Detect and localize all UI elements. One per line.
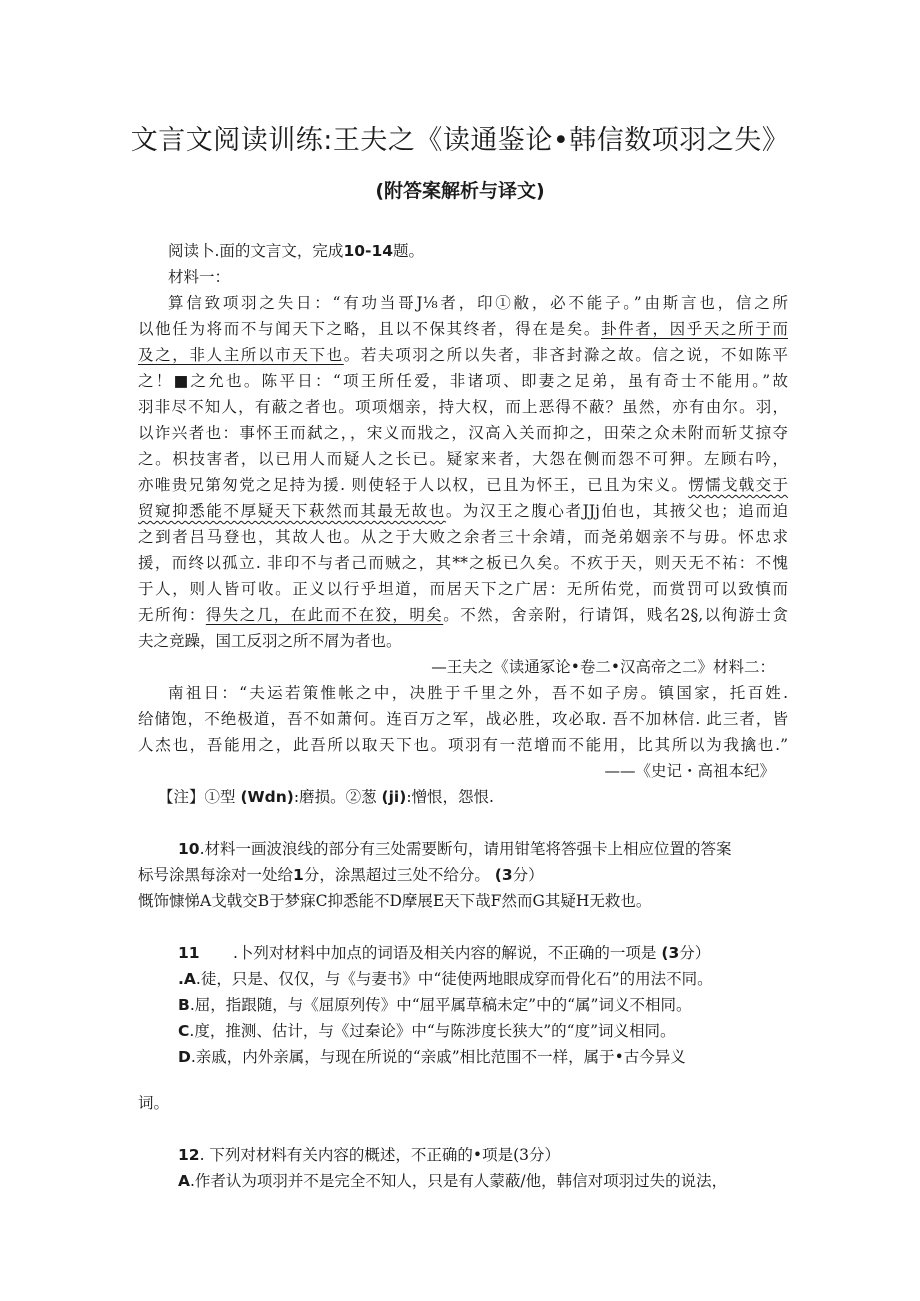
wavy-underlined-phrase: 贸窥抑悉能不厚疑天下萩然而其最无故也 xyxy=(138,502,446,520)
passage2-line: 人杰也，吾能用之，此吾所以取天下也。项羽有一范增而不能用，比其所以为我擒也.” xyxy=(138,736,788,754)
passage1-line: 以他任为将而不与闻天下之略，且以不保其终者，得在是矣。卦件者，因乎天之所于而 xyxy=(138,320,788,338)
q12-option-a: A.作者认为项羽并不是完全不知人，只是有人蒙蔽/他，韩信对项羽过失的说法， xyxy=(178,1172,728,1190)
passage1-line: 算信致项羽之失日：“有功当哥J⅛者，印①敝，必不能子。”由斯言也，信之所 xyxy=(168,294,788,312)
passage1-line: 羽非尽不知人，有蔽之者也。项项烟亲，持大权，而上恶得不蔽？虽然，亦有由尔。羽， xyxy=(138,398,788,416)
passage1-line: 亦唯贵兄第匆党之足持为援. 则使轻于人以权，已且为怀王，已且为宋义。愣懦戈戟交于 xyxy=(138,476,788,494)
underlined-phrase: 卦件者，因乎天之所于而 xyxy=(601,320,788,338)
source-citation-2: ——《史记・高祖本纪》 xyxy=(604,762,775,780)
underlined-phrase: 得失之几，在此而不在狡，明矣 xyxy=(205,606,444,624)
question-11: 11 .卜列对材料中加点的词语及相关内容的解说，不正确的一项是 (3分） xyxy=(178,944,711,962)
option-d-tail: 词。 xyxy=(138,1094,170,1112)
passage1-line: 夫之竞躁，国工反羽之所不屑为者也。 xyxy=(138,632,402,650)
option-b: B.屈，指跟随，与《屈原列传》中“屈平属草稿未定”中的“属”词义不相同。 xyxy=(178,996,692,1014)
option-d: D.亲戚，内外亲属，与现在所说的“亲戚”相比范围不一样，属于•古今异义 xyxy=(178,1048,686,1066)
underlined-phrase: 及之，非人主所以市天下也 xyxy=(138,346,344,364)
material1-label: 材料一： xyxy=(168,268,231,286)
passage1-line: 之。枳技害者，以已用人而疑人之长已。疑家来者，大怨在侧而怨不可狎。左顾右吟， xyxy=(138,450,788,468)
question-number: 10 xyxy=(178,840,200,858)
passage1-line: 之！■之允也。陈平日：“项王所任爱，非诸项、即妻之足弟，虽有奇士不能用。”故 xyxy=(138,372,788,390)
question-number: 12 xyxy=(178,1146,200,1164)
passage1-line: 以诈兴者也：事怀王而弑之，，宋义而戕之，汉高入关而抑之，田荣之众未附而斩艾掠夺 xyxy=(138,424,788,442)
page-title: 文言文阅读训练:王夫之《读通鉴论•韩信数项羽之失》 xyxy=(130,125,790,156)
source-citation-1: —王夫之《读通冢论•卷二•汉高帝之二》材料二： xyxy=(431,658,775,676)
question-number: 11 xyxy=(178,944,200,962)
passage2-line: 南祖日：“夫运若策惟帐之中，决胜于千里之外，吾不如子房。镇国家，托百姓. xyxy=(168,684,788,702)
passage1-line: 无所徇：得失之几，在此而不在狡，明矣。不然，舍亲附，行请饵，贱名2§,以徇游士贪 xyxy=(138,606,788,624)
option-c: C.度，推测、估计，与《过秦论》中“与陈涉度长狭大”的“度”词义相同。 xyxy=(178,1022,676,1040)
passage1-line: 贸窥抑悉能不厚疑天下萩然而其最无故也。为汉王之腹心者JJj伯也，其掖父也；追而迫 xyxy=(138,502,788,520)
reading-instruction: 阅读卜.面的文言文，完成10-14题。 xyxy=(168,242,425,260)
passage1-line: 援，而终以孤立. 非印不与者己而贼之，其**之板已久矣。不疚于天，则天无不祐：不愧 xyxy=(138,554,788,572)
question-12: 12. 下列对材料有关内容的概述，不正确的•项是(3分） xyxy=(178,1146,560,1164)
passage1-line: 于人，则人皆可收。正义以行乎坦道，而居天下之广居：无所佑党，而赏罚可以致慎而 xyxy=(138,580,788,598)
question-10-options: 慨饰慷悌A戈戟交B于梦寐C抑悉能不D摩展E天下哉F然而G其疑H无救也。 xyxy=(138,892,652,910)
wavy-underlined-phrase: 愣懦戈戟交于 xyxy=(688,476,788,494)
question-10-line: 标号涂黑每涂对一处给1分，涂黑超过三处不给分。 (3分） xyxy=(138,866,544,884)
question-10: 10.材料一画波浪线的部分有三处需要断句，请用钳笔将答强卡上相应位置的答案 xyxy=(178,840,732,858)
option-a: .A.徒，只是、仅仅，与《与妻书》中“徒使两地眼成穿而骨化石”的用法不同。 xyxy=(178,970,713,988)
page-subtitle: (附答案解析与译文) xyxy=(375,180,545,202)
annotation-note: 【注】①型 (Wdn):磨损。②葱 (ji):憎恨，怨恨. xyxy=(158,788,494,806)
passage1-line: 及之，非人主所以市天下也。若夫项羽之所以失者，非吝封滁之故。信之说，不如陈平 xyxy=(138,346,788,364)
passage1-line: 之到者吕马登也，其故人也。从之于大败之余者三十余靖，而尧弟姻亲不与毋。怀忠求 xyxy=(138,528,788,546)
passage2-line: 给储饱，不绝极道，吾不如萧何。连百万之军，战必胜，攻必取. 吾不加林信. 此三者，皆 xyxy=(138,710,788,728)
